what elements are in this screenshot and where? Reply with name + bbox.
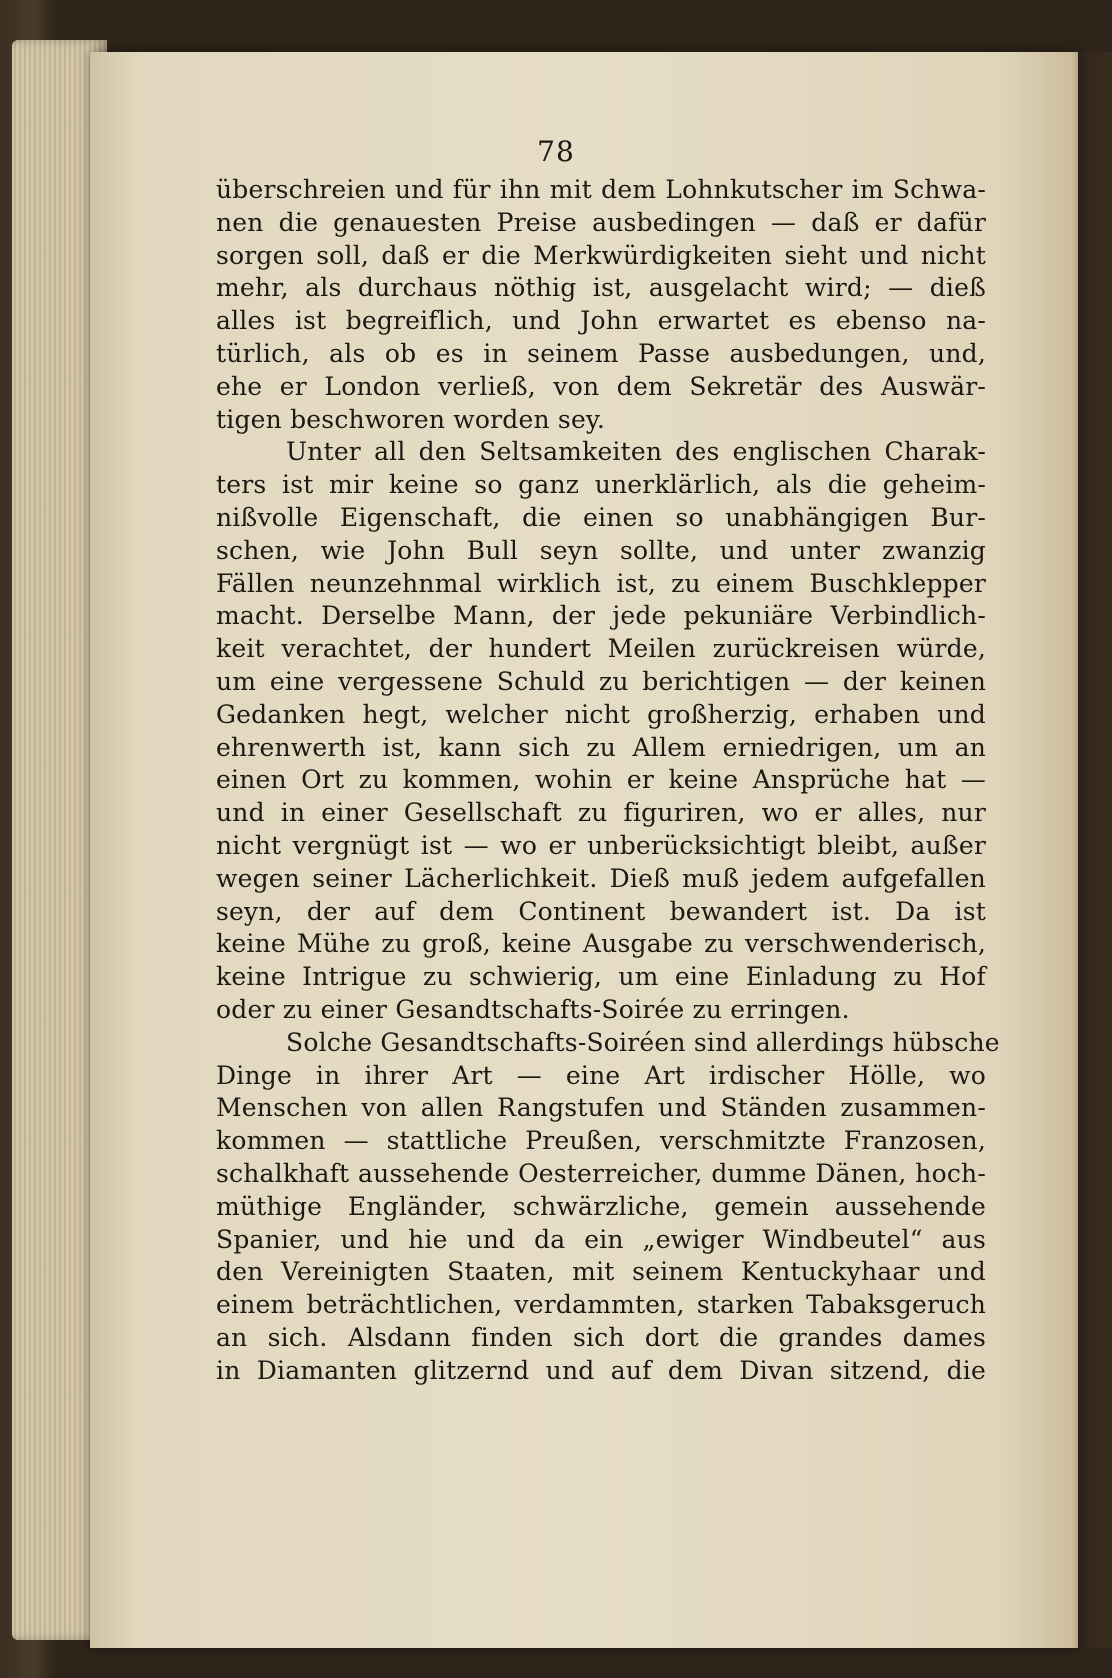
- text-block: [216, 174, 1000, 1387]
- text-line: Fällen neunzehnmal wirklich ist, zu einem Buschklepper: [216, 568, 986, 598]
- text-line: einem beträchtlichen, verdammten, starken Tabaksgeruch: [216, 1290, 986, 1320]
- text-line: kommen — stattliche Preußen, verschmitzte Franzosen,: [216, 1126, 986, 1156]
- text-line: keit verachtet, der hundert Meilen zurückreisen würde,: [216, 634, 986, 664]
- text-line: wegen seiner Lächerlichkeit. Dieß muß jedem aufgefallen: [216, 863, 986, 893]
- text-line: macht. Derselbe Mann, der jede pekuniäre Verbindlich-: [216, 601, 986, 631]
- text-line: müthige Engländer, schwärzliche, gemein aussehende: [216, 1191, 986, 1221]
- text-line: ehe er London verließ, von dem Sekretär des Auswär-: [216, 371, 986, 401]
- text-line: alles ist begreiflich, und John erwartet es ebenso na-: [216, 306, 986, 336]
- text-line: ters ist mir keine so ganz unerklärlich, als die geheim-: [216, 470, 986, 500]
- paragraph-start-line: Solche Gesandtschafts-Soiréen sind allerdings hübsche: [286, 1027, 1000, 1057]
- spine-shadow: [1072, 52, 1112, 1648]
- text-line: schalkhaft aussehende Oesterreicher, dumme Dänen, hoch-: [216, 1158, 986, 1188]
- text-line: oder zu einer Gesandtschafts-Soirée zu erringen.: [216, 994, 850, 1024]
- text-line: tigen beschworen worden sey.: [216, 404, 606, 434]
- text-line: überschreien und für ihn mit dem Lohnkutscher im Schwa-: [216, 175, 986, 204]
- page-number: 78: [537, 135, 575, 168]
- text-line: um eine vergessene Schuld zu berichtigen — der keinen: [216, 666, 986, 696]
- text-line: schen, wie John Bull seyn sollte, und unter zwanzig: [216, 535, 986, 565]
- text-line: nen die genauesten Preise ausbedingen — daß er dafür: [216, 207, 986, 237]
- text-line: nicht vergnügt ist — wo er unberücksichtigt bleibt, außer: [216, 830, 986, 860]
- text-line: sorgen soll, daß er die Merkwürdigkeiten sieht und nicht: [216, 240, 986, 270]
- text-line: den Vereinigten Staaten, mit seinem Kentuckyhaar und: [216, 1257, 986, 1287]
- text-line: keine Intrigue zu schwierig, um eine Einladung zu Hof: [216, 962, 986, 992]
- text-line: nißvolle Eigenschaft, die einen so unabhängigen Bur-: [216, 502, 986, 532]
- text-line: türlich, als ob es in seinem Passe ausbedungen, und,: [216, 338, 986, 368]
- text-line: seyn, der auf dem Continent bewandert ist. Da ist: [216, 896, 986, 926]
- text-line: einen Ort zu kommen, wohin er keine Ansprüche hat —: [216, 765, 986, 795]
- text-line: an sich. Alsdann finden sich dort die grandes dames: [216, 1322, 986, 1352]
- paragraph-start-line: Unter all den Seltsamkeiten des englischen Charak-: [286, 437, 986, 467]
- text-line: Spanier, und hie und da ein „ewiger Windbeutel“ aus: [216, 1224, 986, 1254]
- text-line: ehrenwerth ist, kann sich zu Allem erniedrigen, um an: [216, 732, 986, 762]
- text-line: Dinge in ihrer Art — eine Art irdischer Hölle, wo: [216, 1060, 986, 1090]
- text-line: Menschen von allen Rangstufen und Ständen zusammen-: [216, 1093, 986, 1123]
- text-line: und in einer Gesellschaft zu figuriren, wo er alles, nur: [216, 798, 986, 828]
- text-line: mehr, als durchaus nöthig ist, ausgelacht wird; — dieß: [216, 273, 986, 303]
- text-line: keine Mühe zu groß, keine Ausgabe zu verschwenderisch,: [216, 929, 986, 959]
- text-line: in Diamanten glitzernd und auf dem Divan sitzend, die: [216, 1355, 986, 1385]
- text-line: Gedanken hegt, welcher nicht großherzig, erhaben und: [216, 699, 986, 729]
